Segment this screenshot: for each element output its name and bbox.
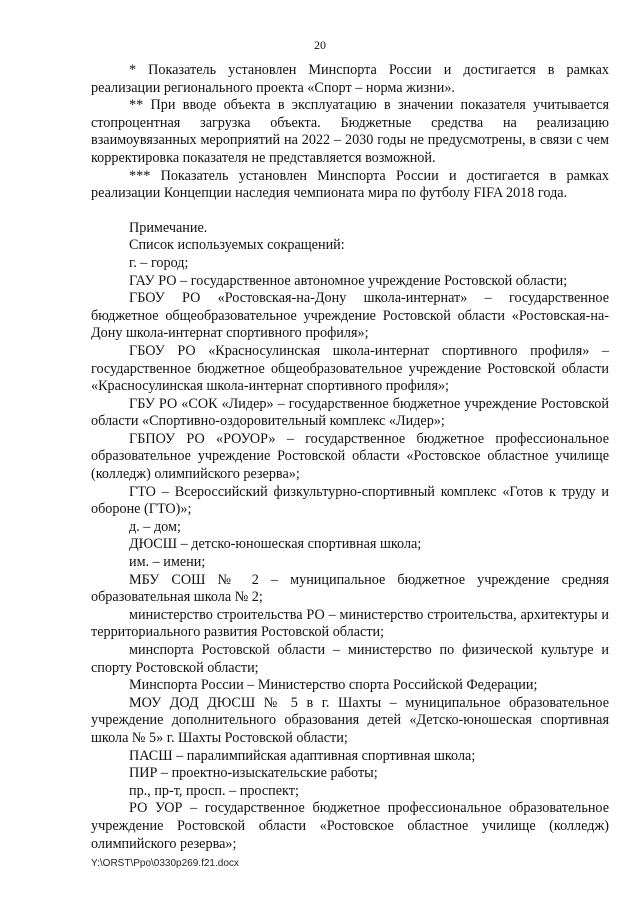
abbreviation-item: РО УОР – государственное бюджетное профессиональное образовательное учреждение Ростовской области «Ростовское областное училище (колледж) олимпийского резерва»; bbox=[91, 800, 609, 852]
abbreviations-title: Список используемых сокращений: bbox=[129, 237, 345, 254]
abbreviation-item: МБУ СОШ № 2 – муниципальное бюджетное учреждение средняя образовательная школа № 2; bbox=[91, 571, 609, 606]
abbreviation-item: ГБПОУ РО «РОУОР» – государственное бюджетное профессиональное образовательное учреждение Ростовской области «Ростовское областное училище (колледж) олимпийского резерва»; bbox=[91, 430, 609, 483]
abbreviation-item: ПИР – проектно-изыскательские работы; bbox=[129, 765, 378, 782]
abbreviation-item: минспорта Ростовской области – министерство по физической культуре и спорту Ростовской области; bbox=[91, 642, 609, 676]
abbreviation-item: ДЮСШ – детско-юношеская спортивная школа; bbox=[129, 536, 422, 553]
abbreviation-item: ПАСШ – паралимпийская адаптивная спортивная школа; bbox=[129, 747, 476, 764]
footer-file-path: Y:\ORST\Ppo\0330p269.f21.docx bbox=[91, 858, 239, 869]
note-title: Примечание. bbox=[129, 219, 208, 236]
abbreviation-item: ГБОУ РО «Красносулинская школа-интернат спортивного профиля» – государственное бюджетное общеобразовательное учреждение Ростовской области «Красносулинская школа-интернат спортивного профиля»; bbox=[91, 342, 609, 395]
abbreviation-item: ГАУ РО – государственное автономное учреждение Ростовской области; bbox=[129, 272, 568, 289]
abbreviation-item: министерство строительства РО – министерство строительства, архитектуры и территориального развития Ростовской области; bbox=[91, 606, 609, 641]
abbreviation-item: ГБУ РО «СОК «Лидер» – государственное бюджетное учреждение Ростовской области «Спортивно-оздоровительный комплекс «Лидер»; bbox=[91, 395, 609, 430]
document-body bbox=[91, 62, 609, 853]
footnote-2: ** При вводе объекта в эксплуатацию в значении показателя учитывается стопроцентная загрузка объекта. Бюджетные средства на реализацию взаимоувязанных мероприятий на 2022 – 2030 годы не предусмотрены, в связи с чем корректировка показателя не представляется возможной. bbox=[91, 97, 609, 166]
abbreviation-item: д. – дом; bbox=[129, 518, 181, 535]
abbreviation-item: пр., пр-т, просп. – проспект; bbox=[129, 782, 299, 799]
abbreviation-item: ГТО – Всероссийский физкультурно-спортивный комплекс «Готов к труду и обороне (ГТО)»; bbox=[91, 483, 609, 518]
abbreviation-item: ГБОУ РО «Ростовская-на-Дону школа-интернат» – государственное бюджетное общеобразовательное учреждение Ростовской области «Ростовская-на-Дону школа-интернат спортивного профиля»; bbox=[91, 290, 609, 342]
footnotes bbox=[91, 62, 609, 203]
footnote-3: *** Показатель установлен Минспорта России и достигается в рамках реализации Концепции наследия чемпионата мира по футболу FIFA 2018 года. bbox=[91, 167, 609, 202]
page-number: 20 bbox=[314, 38, 326, 52]
footnote-1: * Показатель установлен Минспорта России и достигается в рамках реализации регионального проекта «Спорт – норма жизни». bbox=[91, 62, 609, 96]
abbreviation-item: им. – имени; bbox=[129, 554, 206, 571]
abbreviation-item: Минспорта России – Министерство спорта Российской Федерации; bbox=[129, 677, 538, 694]
spacer bbox=[91, 203, 609, 220]
note-section bbox=[91, 220, 609, 853]
abbreviation-item: г. – город; bbox=[129, 254, 189, 271]
abbreviation-item: МОУ ДОД ДЮСШ № 5 в г. Шахты – муниципальное образовательное учреждение дополнительного образования детей «Детско-юношеская спортивная школа № 5» г. Шахты Ростовской области; bbox=[91, 694, 609, 746]
